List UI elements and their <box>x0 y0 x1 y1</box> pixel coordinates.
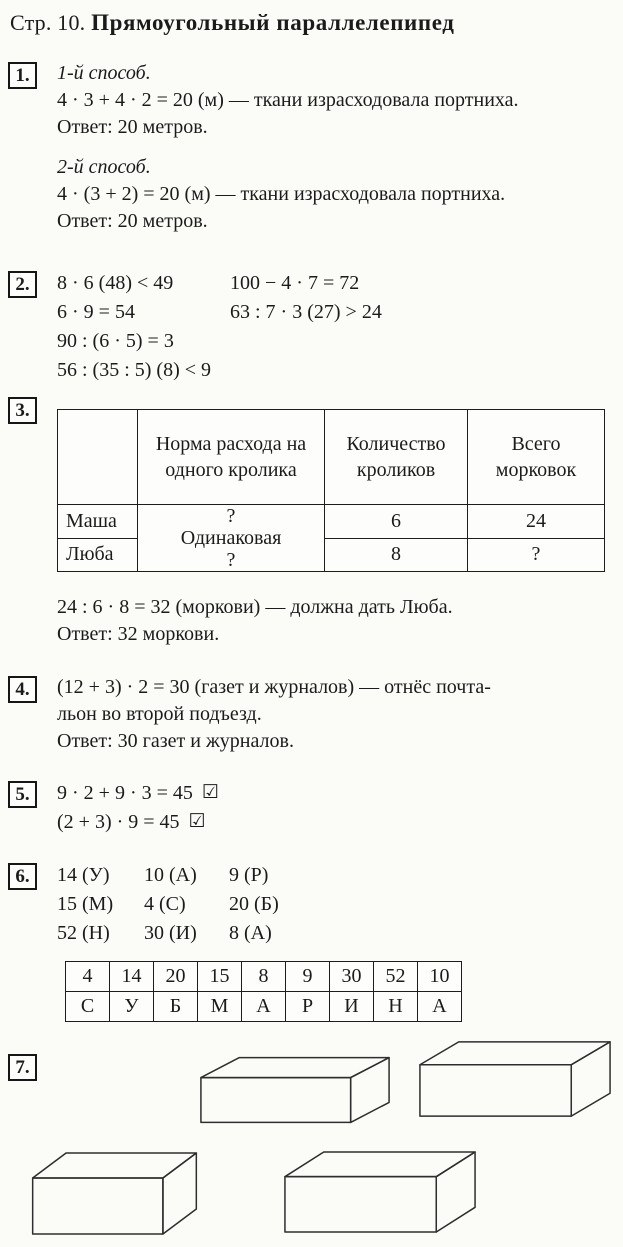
exercise-4-equation-line-2: льон во второй подъезд. <box>57 703 262 725</box>
number-letter-pairs <box>57 861 613 948</box>
table-header-row <box>58 410 605 505</box>
cipher-letter: А <box>242 992 286 1022</box>
method-2-label: 2-й способ. <box>57 156 151 178</box>
cuboid-drawing-2 <box>418 1040 612 1118</box>
pair: 8 (А) <box>229 922 272 944</box>
masha-total: 24 <box>468 505 605 539</box>
exercise-1 <box>8 60 613 235</box>
masha-count: 6 <box>325 505 468 539</box>
exercise-5 <box>8 779 613 837</box>
pair: 4 (С) <box>144 893 186 915</box>
exercise-6-number: 6. <box>8 863 37 890</box>
cipher-letter: Р <box>286 992 330 1022</box>
exercise-5-line-2 <box>57 808 613 837</box>
header-total: Всего морковок <box>468 410 605 505</box>
exercise-5-line-1 <box>57 779 613 808</box>
method-1-label: 1-й способ. <box>57 62 151 84</box>
cipher-number: 14 <box>110 962 154 992</box>
page-title-topic: Прямоугольный параллелепипед <box>91 10 455 35</box>
pair: 14 (У) <box>57 864 110 886</box>
exercise-2 <box>8 269 613 385</box>
norm-question-1: ? <box>226 505 236 527</box>
expression: 8 · 6 (48) < 49 <box>57 272 174 294</box>
header-norm: Норма расхода на одного кролика <box>138 410 325 505</box>
cipher-number: 30 <box>330 962 374 992</box>
cipher-letter: У <box>110 992 154 1022</box>
cipher-number: 4 <box>66 962 110 992</box>
exercise-2-content <box>57 269 613 385</box>
pairs-row <box>57 861 613 890</box>
expression: 56 : (35 : 5) (8) < 9 <box>57 359 212 381</box>
cipher-letter: М <box>198 992 242 1022</box>
row-name-masha: Маша <box>58 505 138 539</box>
pair: 52 (Н) <box>57 922 110 944</box>
expression: 6 · 9 = 54 <box>57 301 135 323</box>
expressions-column-left <box>57 269 230 385</box>
lyuba-count: 8 <box>325 538 468 572</box>
exercise-5-content <box>57 779 613 837</box>
exercise-6-content <box>57 861 613 1022</box>
exercise-4-answer: Ответ: 30 газет и журналов. <box>57 730 294 752</box>
exercise-3-content <box>57 395 613 648</box>
exercise-3-number: 3. <box>8 397 37 424</box>
expression: 90 : (6 · 5) = 3 <box>57 330 174 352</box>
page-title <box>10 10 613 36</box>
lyuba-total: ? <box>468 538 605 572</box>
exercise-2-number: 2. <box>8 271 37 298</box>
header-count: Количество кроликов <box>325 410 468 505</box>
exercise-4-equation-line-1: (12 + 3) · 2 = 30 (газет и журналов) — отнёс почта- <box>57 676 491 698</box>
exercise-1-number: 1. <box>8 62 37 89</box>
expression: 63 : 7 · 3 (27) > 24 <box>230 301 382 323</box>
page-title-prefix: Стр. 10. <box>10 10 86 35</box>
norm-merged-cell <box>138 505 325 572</box>
norm-question-2: ? <box>226 549 236 571</box>
method-2-answer: Ответ: 20 метров. <box>57 210 208 232</box>
cuboid-drawing-4 <box>283 1150 477 1234</box>
exercise-6 <box>8 861 613 1022</box>
cipher-letter: Н <box>374 992 418 1022</box>
cipher-letter: И <box>330 992 374 1022</box>
table-row <box>58 505 605 539</box>
cipher-numbers-row <box>66 962 462 992</box>
cipher-letter: Б <box>154 992 198 1022</box>
cuboid-drawing-3 <box>31 1151 198 1236</box>
rabbits-table <box>57 409 605 572</box>
cipher-letter: А <box>418 992 462 1022</box>
method-1-equation: 4 · 3 + 4 · 2 = 20 (м) — ткани израсходовала портниха. <box>57 89 519 111</box>
cipher-number: 9 <box>286 962 330 992</box>
norm-same-label: Одинаковая <box>180 527 282 549</box>
pair: 10 (А) <box>144 864 197 886</box>
header-empty <box>58 410 138 505</box>
cipher-number: 52 <box>374 962 418 992</box>
expression: 9 · 2 + 9 · 3 = 45 <box>57 782 193 804</box>
pair: 9 (Р) <box>229 864 269 886</box>
exercise-3-answer: Ответ: 32 моркови. <box>57 623 220 645</box>
exercise-5-number: 5. <box>8 781 37 808</box>
cipher-number: 10 <box>418 962 462 992</box>
expression: (2 + 3) · 9 = 45 <box>57 811 180 833</box>
pair: 20 (Б) <box>229 893 279 915</box>
exercise-3 <box>8 395 613 648</box>
pair: 15 (М) <box>57 893 114 915</box>
exercise-7-content <box>57 1052 613 1247</box>
exercise-3-solution: 24 : 6 · 8 = 32 (моркови) — должна дать Люба. <box>57 596 453 618</box>
cuboid-drawing-1 <box>199 1056 391 1124</box>
expression: 100 − 4 · 7 = 72 <box>230 272 360 294</box>
cipher-number: 15 <box>198 962 242 992</box>
exercise-1-content <box>57 60 613 235</box>
cipher-letter: С <box>66 992 110 1022</box>
method-1-answer: Ответ: 20 метров. <box>57 116 208 138</box>
cipher-table <box>65 961 462 1022</box>
cipher-letters-row <box>66 992 462 1022</box>
method-2-equation: 4 · (3 + 2) = 20 (м) — ткани израсходовала портниха. <box>57 183 506 205</box>
cipher-number: 8 <box>242 962 286 992</box>
exercise-4-number: 4. <box>8 676 37 703</box>
expressions-column-right <box>230 269 382 385</box>
row-name-lyuba: Люба <box>58 538 138 572</box>
cipher-number: 20 <box>154 962 198 992</box>
pairs-row <box>57 919 613 948</box>
exercise-4 <box>8 674 613 755</box>
pairs-row <box>57 890 613 919</box>
exercise-4-content <box>57 674 613 755</box>
pair: 30 (И) <box>144 922 197 944</box>
exercise-7-number: 7. <box>8 1054 37 1081</box>
parallelepiped-figures <box>57 1052 613 1247</box>
exercise-7 <box>8 1052 613 1247</box>
checked-checkbox-icon: ☑ <box>188 811 206 832</box>
checked-checkbox-icon: ☑ <box>201 782 219 803</box>
